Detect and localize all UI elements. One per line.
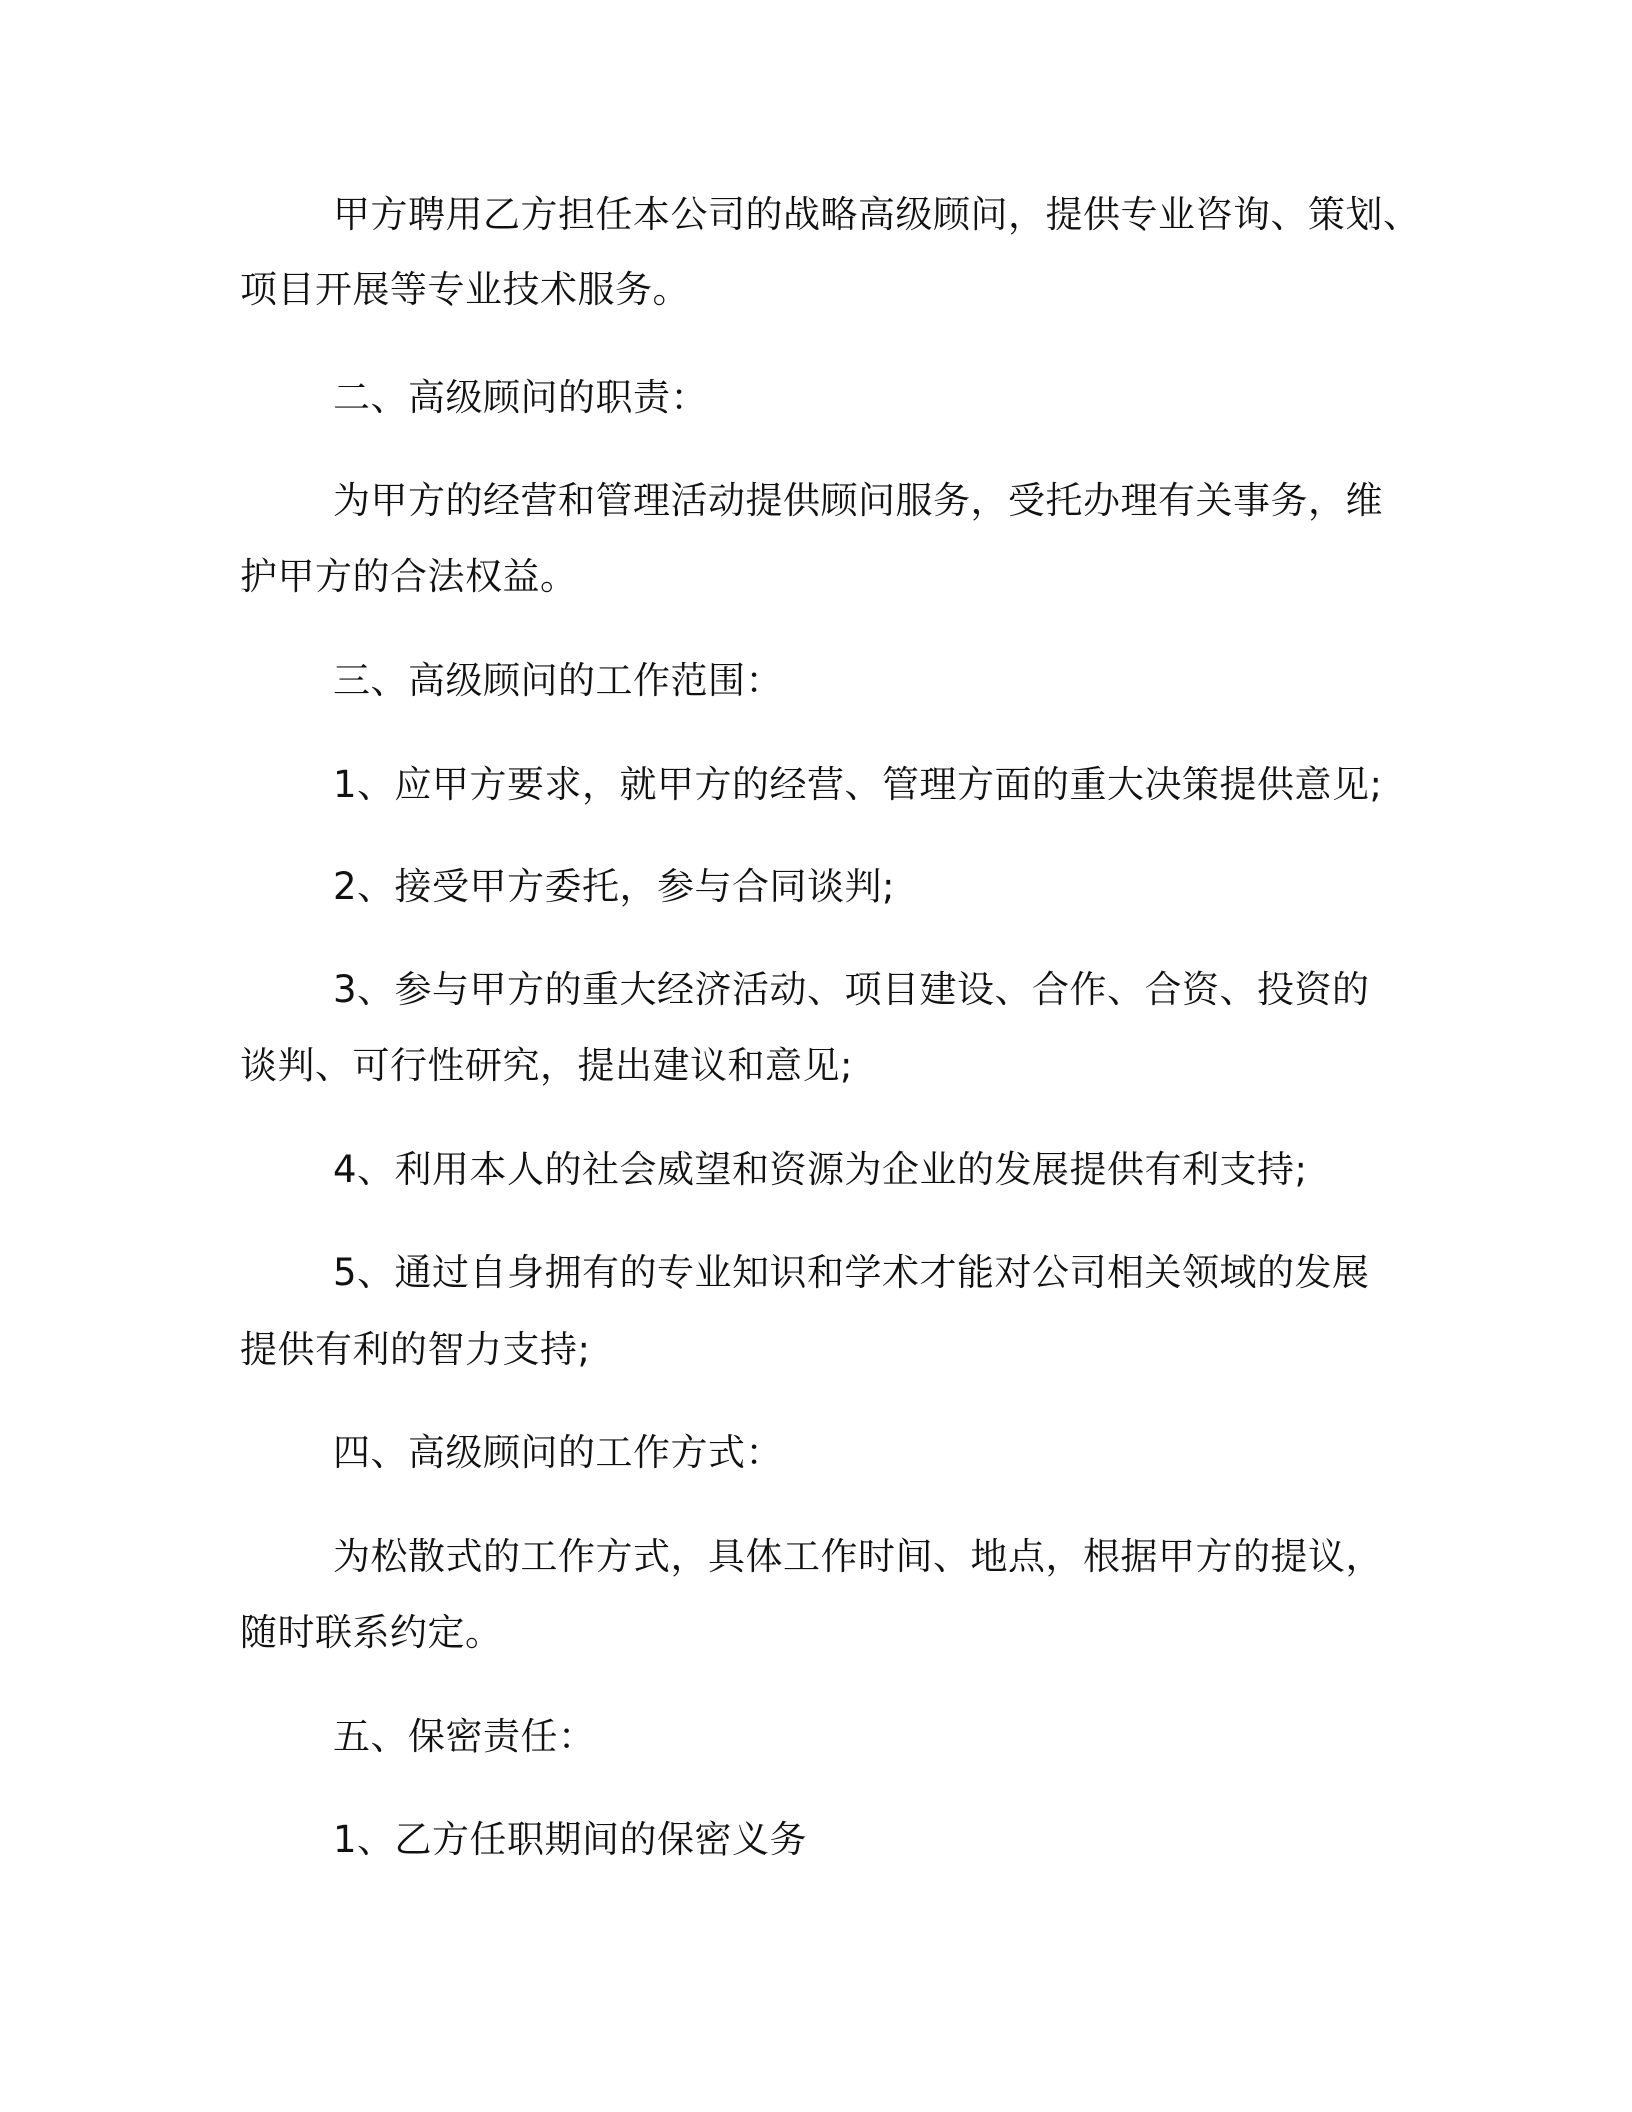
work-mode-line-1: 为松散式的工作方式，具体工作时间、地点，根据甲方的提议，: [333, 1535, 1383, 1578]
intro-line-2: 项目开展等专业技术服务。: [240, 268, 690, 311]
scope-item-2: 2、接受甲方委托，参与合同谈判;: [333, 865, 896, 908]
scope-item-3-line-2: 谈判、可行性研究，提出建议和意见;: [240, 1044, 853, 1087]
scope-item-3-line-1: 3、参与甲方的重大经济活动、项目建设、合作、合资、投资的: [333, 968, 1370, 1011]
heading-duties: 二、高级顾问的职责：: [333, 376, 708, 419]
intro-line-1: 甲方聘用乙方担任本公司的战略高级顾问，提供专业咨询、策划、: [333, 193, 1421, 236]
heading-scope: 三、高级顾问的工作范围：: [333, 659, 783, 702]
scope-item-4: 4、利用本人的社会威望和资源为企业的发展提供有利支持;: [333, 1148, 1308, 1191]
heading-work-mode: 四、高级顾问的工作方式：: [333, 1431, 783, 1474]
duties-line-1: 为甲方的经营和管理活动提供顾问服务，受托办理有关事务，维: [333, 479, 1383, 522]
scope-item-1: 1、应甲方要求，就甲方的经营、管理方面的重大决策提供意见;: [333, 763, 1383, 806]
heading-confidentiality: 五、保密责任：: [333, 1715, 596, 1758]
confidentiality-item-1: 1、乙方任职期间的保密义务: [333, 1818, 808, 1861]
duties-line-2: 护甲方的合法权益。: [240, 555, 578, 598]
scope-item-5-line-1: 5、通过自身拥有的专业知识和学术才能对公司相关领域的发展: [333, 1251, 1370, 1294]
work-mode-line-2: 随时联系约定。: [240, 1611, 503, 1654]
scope-item-5-line-2: 提供有利的智力支持;: [240, 1328, 591, 1371]
